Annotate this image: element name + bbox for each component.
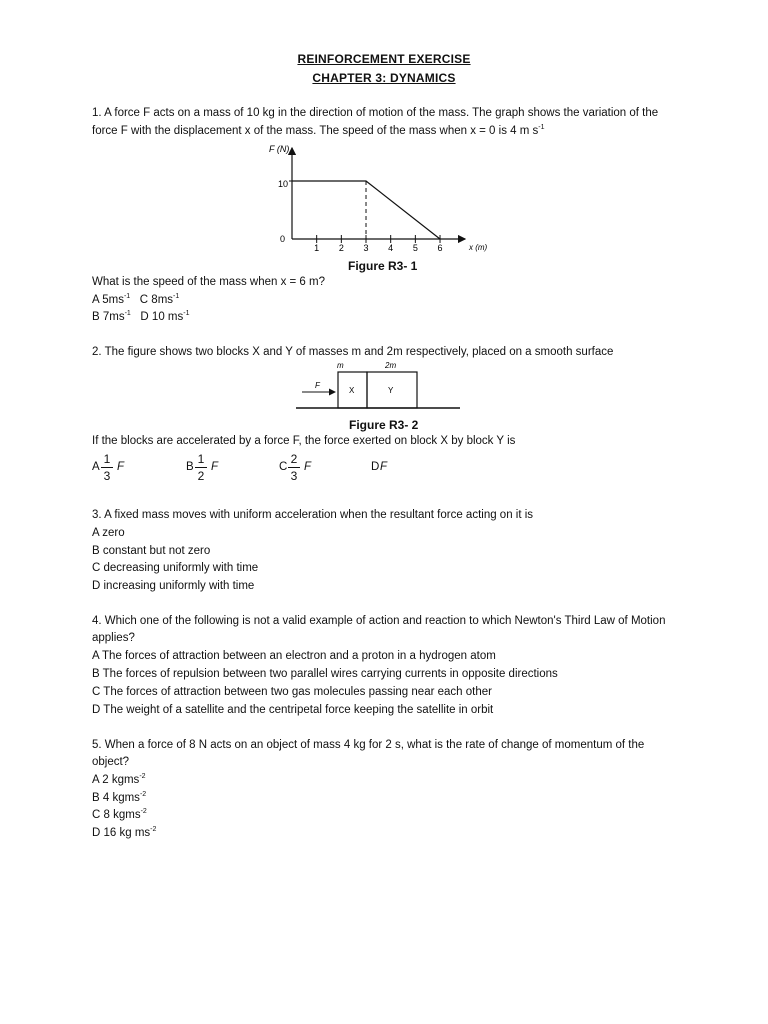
q3-option-a: A zero xyxy=(92,527,125,539)
q2-text: 2. The figure shows two blocks X and Y of masses m and 2m respectively, placed on a smooth surface xyxy=(92,346,614,358)
y-axis-label: F (N) xyxy=(269,144,290,154)
worksheet-page: REINFORCEMENT EXERCISE CHAPTER 3: DYNAMICS 1. A force F acts on a mass of 10 kg in the direction of motion of the mass. The graph shows the variation of the force F with the displacement x of the mass. The speed of the mass when x = 0 is 4 m $s^{-1}$ F (N) 10 0 1 2 3 4 5 6 x (m) Figure R3- 1 What is the speed of the mass when x = 6 m? A $5ms^{-1}$ C $8ms^{-1}$ B $7ms^{-1}$ D 10 $ms^{-1}$ 2. The figure shows two blocks X and Y of masses m and 2m respectively, placed on a smooth surface m 2m X Y F Figure R3- 2 If the blocks are accelerated by a force F, the force exerted on block X by block Y is A 1 3 F B 1 2 F C 2 3 F D F 3. A fixed mass moves with uniform acceleration when the resultant force acting on it is A zero B constant but not zero C decreasing uniformly with time D increasing uniformly with time 4. Which one of the following is not a valid example of action and reaction to which Newton's Third Law of Motion applies? A The forces of attraction between an electron and a proton in a hydrogen atom B The forces of repulsion between two parallel wires carrying currents in opposite directions C The forces of attraction between two gas molecules passing near each other D The weight of a satellite and the centripetal force keeping the satellite in orbit 5. When a force of 8 N acts on an object of mass 4 kg for 2 s, what is the rate of change of momentum of the object? A 2 kgms$^{-2}$ B 4 kgms$^{-2}$ C 8 kgms$^{-2}$ D 16 kg $ms^{-2}$ xyxy=(0,0,768,1024)
x-tick-label-5: 5 xyxy=(412,243,418,253)
mass-x-label: m xyxy=(337,361,344,370)
q1-options-row1: A $5ms^{-1}$ C $8ms^{-1}$ xyxy=(92,293,180,306)
q1-text-line2: force F with the displacement x of the mass. The speed of the mass when x = 0 is 4 m $s^{-1}$ xyxy=(92,124,545,137)
q5-option-a: A 2 kgms$^{-2}$ xyxy=(92,773,146,786)
q4-option-b: B The forces of repulsion between two parallel wires carrying currents in opposite directions xyxy=(92,668,558,680)
mass-y-label: 2m xyxy=(385,361,397,370)
q3-option-c: C decreasing uniformly with time xyxy=(92,562,259,574)
q3-option-d: D increasing uniformly with time xyxy=(92,580,255,592)
block-y-label: Y xyxy=(388,386,394,395)
q4-text-line1: 4. Which one of the following is not a valid example of action and reaction to which Newton's Third Law of Motion xyxy=(92,615,666,627)
figure-r3-2-caption: Figure R3- 2 xyxy=(349,418,419,432)
force-label: F xyxy=(315,381,320,390)
y-tick-label-10: 10 xyxy=(278,179,289,189)
q4-text-line2: applies? xyxy=(92,632,135,644)
q5-text-line2: object? xyxy=(92,756,130,768)
q5-option-c: C 8 kgms$^{-2}$ xyxy=(92,808,147,821)
block-x-label: X xyxy=(349,386,355,395)
x-tick-label-2: 2 xyxy=(338,243,344,253)
x-axis-label: x (m) xyxy=(469,243,488,252)
q1-question: What is the speed of the mass when x = 6 m? xyxy=(92,276,325,288)
q3-text: 3. A fixed mass moves with uniform acceleration when the resultant force acting on it is xyxy=(92,509,534,521)
q5-text-line1: 5. When a force of 8 N acts on an object of mass 4 kg for 2 s, what is the rate of change of momentum of the xyxy=(92,739,645,751)
chapter-title: CHAPTER 3: DYNAMICS xyxy=(312,71,456,85)
page-title: REINFORCEMENT EXERCISE xyxy=(297,52,471,66)
x-tick-label-3: 3 xyxy=(363,243,369,253)
q5-option-d: D 16 kg $ms^{-2}$ xyxy=(92,826,157,839)
figure-r3-1-graph xyxy=(255,140,505,258)
q4-option-a: A The forces of attraction between an electron and a proton in a hydrogen atom xyxy=(92,650,496,662)
q4-option-c: C The forces of attraction between two gas molecules passing near each other xyxy=(92,686,492,698)
origin-label: 0 xyxy=(280,234,286,244)
q2-question: If the blocks are accelerated by a force F, the force exerted on block X by block Y is xyxy=(92,435,516,447)
q1-text-line1: 1. A force F acts on a mass of 10 kg in the direction of motion of the mass. The graph shows the variation of the xyxy=(92,107,659,119)
x-tick-label-4: 4 xyxy=(388,243,394,253)
q4-option-d: D The weight of a satellite and the centripetal force keeping the satellite in orbit xyxy=(92,704,494,716)
x-tick-label-6: 6 xyxy=(437,243,443,253)
q1-options-row2: B $7ms^{-1}$ D 10 $ms^{-1}$ xyxy=(92,310,190,323)
x-tick-label-1: 1 xyxy=(314,243,320,253)
q5-option-b: B 4 kgms$^{-2}$ xyxy=(92,791,147,804)
figure-r3-2-blocks xyxy=(290,358,465,416)
figure-r3-1-caption: Figure R3- 1 xyxy=(348,259,418,273)
q3-option-b: B constant but not zero xyxy=(92,545,211,557)
